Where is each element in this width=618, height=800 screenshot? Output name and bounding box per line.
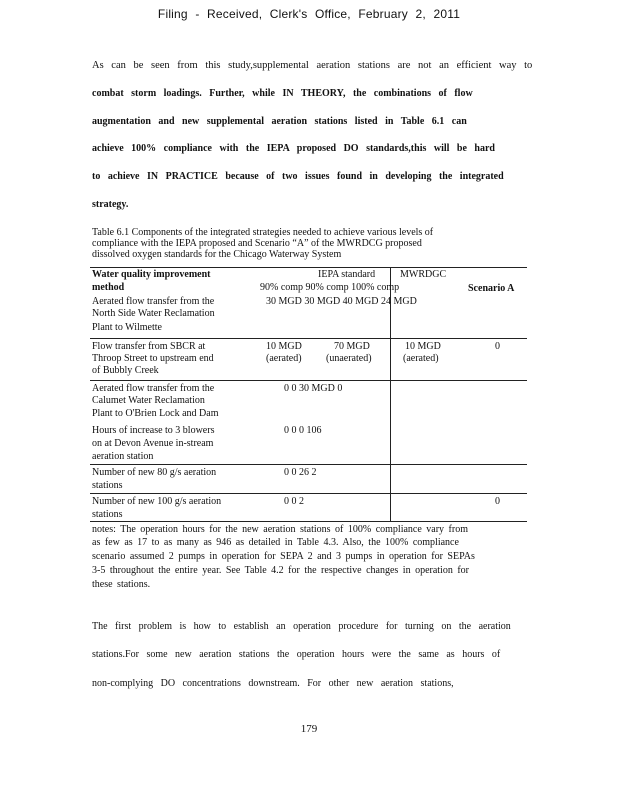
table-row-3-method-3: Plant to O'Brien Lock and Dam [92, 408, 219, 419]
table-row-2-method-1: Flow transfer from SBCR at [92, 341, 206, 352]
table-row-2-v3-note: (aerated) [403, 353, 439, 364]
notes-line-2: as few as 17 to as many as 946 as detailed in Table 4.3. Also, the 100% compliance [92, 537, 459, 548]
table-row-2-method-3: of Bubbly Creek [92, 365, 159, 376]
table-rule-top [90, 267, 527, 268]
table-rule-row1 [90, 338, 527, 339]
table-caption-line-2: compliance with the IEPA proposed and Scenario “A” of the MWRDCG proposed [92, 238, 422, 249]
paragraph-1-line-2: combat storm loadings. Further, while IN THEORY, the combinations of flow [92, 88, 473, 99]
table-row-4-values: 0 0 0 106 [284, 425, 322, 436]
table-header-mwrdgc: MWRDGC [400, 269, 447, 280]
table-row-3-method-1: Aerated flow transfer from the [92, 383, 215, 394]
table-row-2-v1: 10 MGD [266, 341, 302, 352]
table-row-1-values: 30 MGD 30 MGD 40 MGD 24 MGD [266, 296, 417, 307]
table-header-method: Water quality improvement [92, 269, 211, 280]
table-row-2-v2-note: (unaerated) [326, 353, 372, 364]
table-row-2-method-2: Throop Street to upstream end [92, 353, 214, 364]
notes-line-4: 3-5 throughout the entire year. See Table 4.2 for the respective changes in operation for [92, 565, 469, 576]
table-row-1-method-2: North Side Water Reclamation [92, 308, 215, 319]
table-row-6-scenario: 0 [495, 496, 500, 507]
table-row-1-method-1: Aerated flow transfer from the [92, 296, 215, 307]
table-header-cols: 90% comp 90% comp 100% comp [260, 282, 400, 293]
paragraph-1-line-5: to achieve IN PRACTICE because of two issues found in developing the integrated [92, 171, 504, 182]
paragraph-1-line-1: As can be seen from this study,supplemental aeration stations are not an efficient way to [92, 60, 533, 71]
table-rule-row4 [90, 464, 527, 465]
table-row-6-method-1: Number of new 100 g/s aeration [92, 496, 222, 507]
table-caption-line-3: dissolved oxygen standards for the Chicago Waterway System [92, 249, 342, 260]
table-row-4-method-1: Hours of increase to 3 blowers [92, 425, 215, 436]
table-header-method-2: method [92, 282, 125, 293]
paragraph-2-line-2: stations.For some new aeration stations the operation hours were the same as hours of [92, 649, 501, 660]
paragraph-2-line-3: non-complying DO concentrations downstream. For other new aeration stations, [92, 678, 454, 689]
table-header-scenario: Scenario A [468, 283, 515, 294]
table-row-5-method-2: stations [92, 480, 123, 491]
table-header-iepa: IEPA standard [318, 269, 376, 280]
table-row-5-method-1: Number of new 80 g/s aeration [92, 467, 217, 478]
table-row-5-values: 0 0 26 2 [284, 467, 317, 478]
notes-line-5: these stations. [92, 579, 151, 590]
table-row-2-v1-note: (aerated) [266, 353, 302, 364]
table-row-2-scenario: 0 [495, 341, 500, 352]
paragraph-1-line-6: strategy. [92, 199, 129, 210]
table-row-3-values: 0 0 30 MGD 0 [284, 383, 343, 394]
paragraph-1-line-3: augmentation and new supplemental aeration stations listed in Table 6.1 can [92, 116, 467, 127]
table-row-3-method-2: Calumet Water Reclamation [92, 395, 205, 406]
filing-header: Filing - Received, Clerk's Office, February 2, 2011 [157, 7, 461, 21]
table-row-4-method-3: aeration station [92, 451, 154, 462]
table-caption-line-1: Table 6.1 Components of the integrated strategies needed to achieve various levels of [92, 227, 434, 238]
table-row-2-v2: 70 MGD [334, 341, 370, 352]
table-row-1-method-3: Plant to Wilmette [92, 322, 162, 333]
page-number: 179 [300, 723, 318, 735]
table-row-6-method-2: stations [92, 509, 123, 520]
paragraph-1-line-4: achieve 100% compliance with the IEPA proposed DO standards,this will be hard [92, 143, 495, 154]
table-rule-row5 [90, 493, 527, 494]
table-row-2-v3: 10 MGD [405, 341, 441, 352]
paragraph-2-line-1: The first problem is how to establish an operation procedure for turning on the aeration [92, 621, 511, 632]
notes-line-1: notes: The operation hours for the new aeration stations of 100% compliance vary from [92, 524, 468, 535]
notes-line-3: scenario assumed 2 pumps in operation for SEPA 2 and 3 pumps in operation for SEPAs [92, 551, 475, 562]
table-row-6-values: 0 0 2 [284, 496, 304, 507]
table-rule-bottom [90, 521, 527, 522]
table-rule-row2 [90, 380, 527, 381]
table-row-4-method-2: on at Devon Avenue in-stream [92, 438, 214, 449]
